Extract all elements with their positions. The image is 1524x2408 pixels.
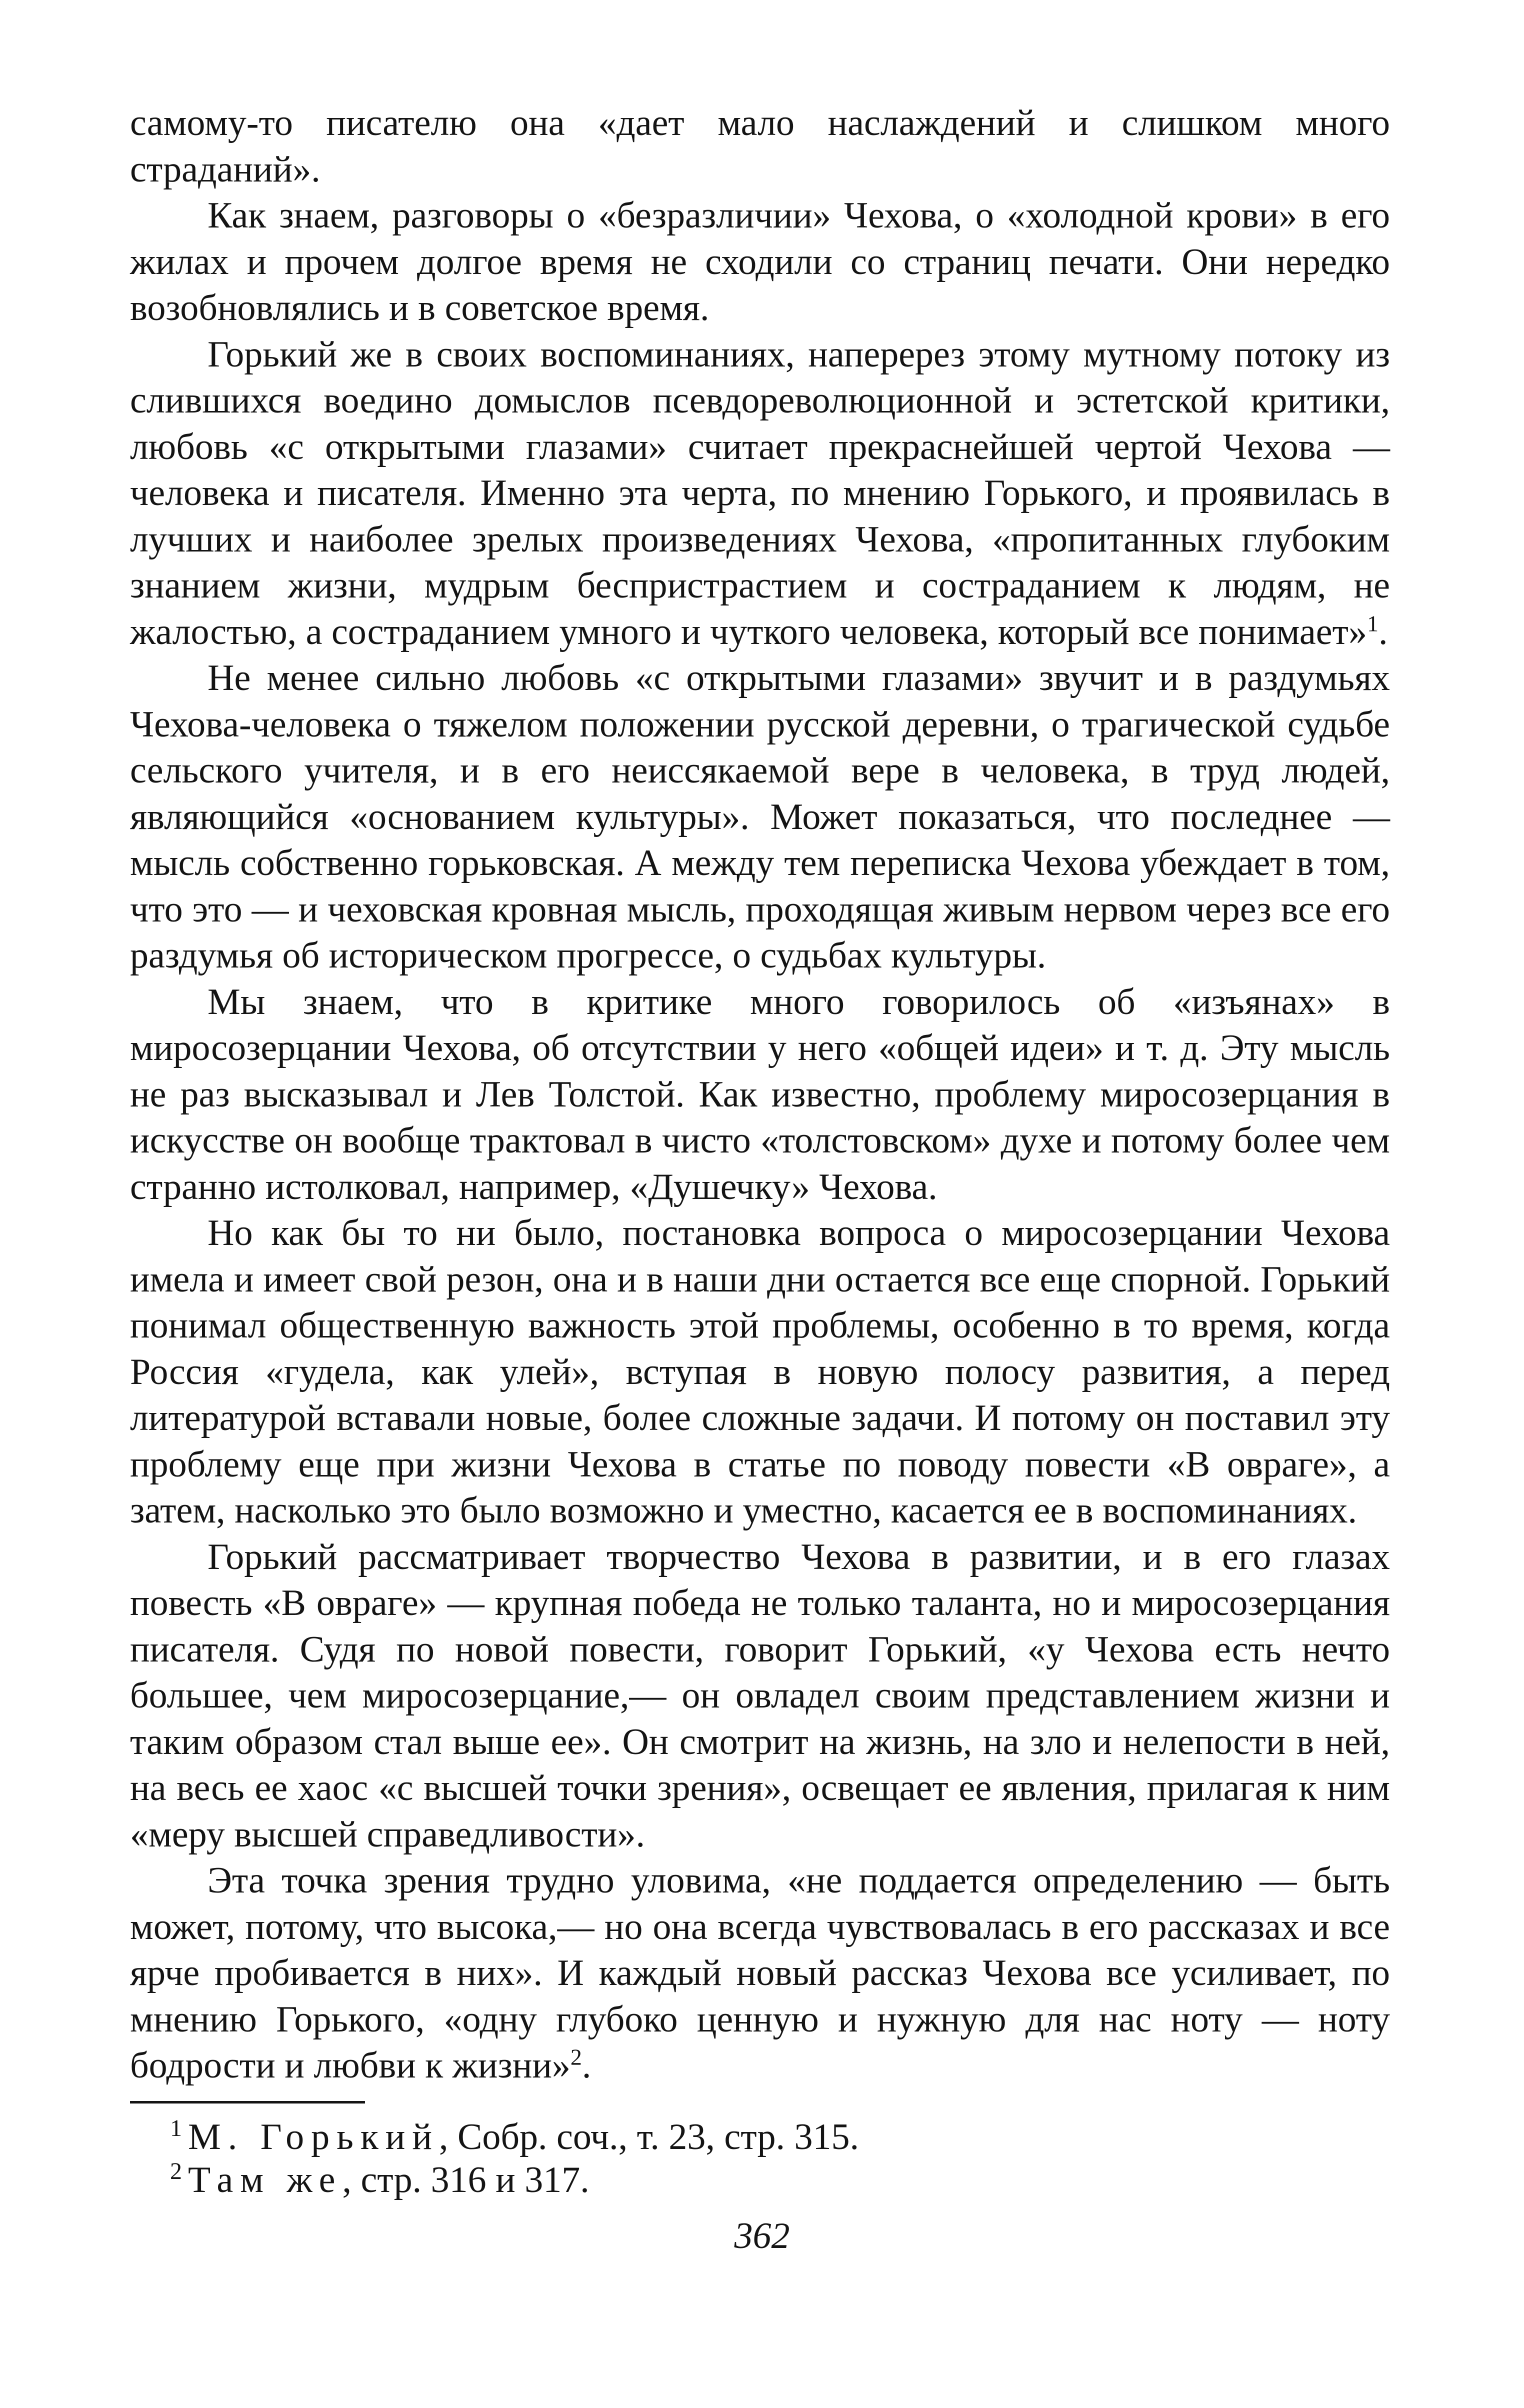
footnote-ref-2: 2 [570, 2044, 582, 2070]
footnote-2 [170, 2158, 1390, 2202]
paragraph-8: Эта точка зрения трудно уловима, «не поддается определению — быть может, потому, что высока,— но она всегда чувствовалась в его рассказах и все ярче пробивается в них». И каждый новый рассказ Чехова все усиливает, по мнению Горького, «одну глубоко ценную и нужную для нас ноту — ноту бодрости и любви к жизни»$^2$. [130, 1860, 1390, 2086]
paragraph-1 [130, 100, 1390, 192]
footnote-2-mark: 2 [170, 2158, 182, 2184]
paragraph-6 [130, 1210, 1390, 1534]
paragraph-2-text: Как знаем, разговоры о «безразличии» Чехова, о «холодной крови» в его жилах и прочем долгое время не сходили со страниц печати. Они нередко возобновлялись и в советское время. [130, 195, 1390, 328]
footnote-divider [130, 2101, 365, 2104]
paragraph-7 [130, 1534, 1390, 1858]
paragraph-2 [130, 192, 1390, 332]
footnote-2-author: Там же [188, 2159, 342, 2200]
footnote-1 [170, 2116, 1390, 2158]
footnote-1-text: , Собр. соч., т. 23, стр. 315. [438, 2116, 859, 2158]
paragraph-1-text: самому-то писателю она «дает мало наслаждений и слишком много страданий». [130, 102, 1390, 190]
page-number: 362 [734, 2216, 790, 2256]
footnote-2-text: , стр. 316 и 317. [342, 2159, 590, 2200]
paragraph-3-text: Горький же в своих воспоминаниях, наперерез этому мутному потоку из слившихся воедино домыслов псевдореволюционной и эстетской критики, любовь «с открытыми глазами» считает прекраснейшей чертой Чехова — человека и писателя. Именно эта черта, по мнению Горького, и проявилась в лучших и наиболее зрелых произведениях Чехова, «пропитанных глубоким знанием жизни, мудрым беспристрастием и состраданием к людям, не жалостью, а состраданием умного и чуткого человека, который все понимает» [130, 334, 1390, 652]
paragraph-5 [130, 979, 1390, 1210]
footnote-1-author: М. Горький [188, 2116, 439, 2158]
paragraph-6-text: Но как бы то ни было, постановка вопроса о миросозерцании Чехова имела и имеет свой резон, она и в наши дни остается все еще спорной. Горький понимал общественную важность этой проблемы, особенно в то время, когда Россия «гудела, как улей», вступая в новую полосу развития, а перед литературой вставали новые, более сложные задачи. И потому он поставил эту проблему еще при жизни Чехова в статье по поводу повести «В овраге», а затем, насколько это было возможно и уместно, касается ее в воспоминаниях. [130, 1212, 1390, 1531]
footnotes [130, 2116, 1390, 2202]
paragraph-4 [130, 655, 1390, 979]
footnote-ref-1: 1 [1366, 610, 1378, 636]
paragraph-8-text: Эта точка зрения трудно уловима, «не поддается определению — быть может, потому, что высока,— но она всегда чувствовалась в его рассказах и все ярче пробивается в них». И каждый новый рассказ Чехова все усиливает, по мнению Горького, «одну глубоко ценную и нужную для нас ноту — ноту бодрости и любви к жизни» [130, 1860, 1390, 2086]
paragraph-4-text: Не менее сильно любовь «с открытыми глазами» звучит и в раздумьях Чехова-человека о тяжелом положении русской деревни, о трагической судьбе сельского учителя, и в его неиссякаемой вере в человека, в труд людей, являющийся «основанием культуры». Может показаться, что последнее — мысль собственно горьковская. А между тем переписка Чехова убеждает в том, что это — и чеховская кровная мысль, проходящая живым нервом через все его раздумья об историческом прогрессе, о судьбах культуры. [130, 658, 1390, 976]
page-body [130, 100, 1390, 2202]
paragraph-3: Горький же в своих воспоминаниях, наперерез этому мутному потоку из слившихся воедино домыслов псевдореволюционной и эстетской критики, любовь «с открытыми глазами» считает прекраснейшей чертой Чехова — человека и писателя. Именно эта черта, по мнению Горького, и проявилась в лучших и наиболее зрелых произведениях Чехова, «пропитанных глубоким знанием жизни, мудрым беспристрастием и состраданием к людям, не жалостью, а состраданием умного и чуткого человека, который все понимает»$^1$. [130, 334, 1390, 652]
footnote-1-mark: 1 [170, 2114, 182, 2142]
paragraph-5-text: Мы знаем, что в критике много говорилось об «изъянах» в миросозерцании Чехова, об отсутствии у него «общей идеи» и т. д. Эту мысль не раз высказывал и Лев Толстой. Как известно, проблему миросозерцания в искусстве он вообще трактовал в чисто «толстовском» духе и потому более чем странно истолковал, например, «Душечку» Чехова. [130, 981, 1390, 1208]
paragraph-7-text: Горький рассматривает творчество Чехова в развитии, и в его глазах повесть «В овраге» — крупная победа не только таланта, но и миросозерцания писателя. Судя по новой повести, говорит Горький, «у Чехова есть нечто большее, чем миросозерцание,— он овладел своим представлением жизни и таким образом стал выше ее». Он смотрит на жизнь, на зло и нелепости в ней, на весь ее хаос «с высшей точки зрения», освещает ее явления, прилагая к ним «меру высшей справедливости». [130, 1536, 1390, 1855]
